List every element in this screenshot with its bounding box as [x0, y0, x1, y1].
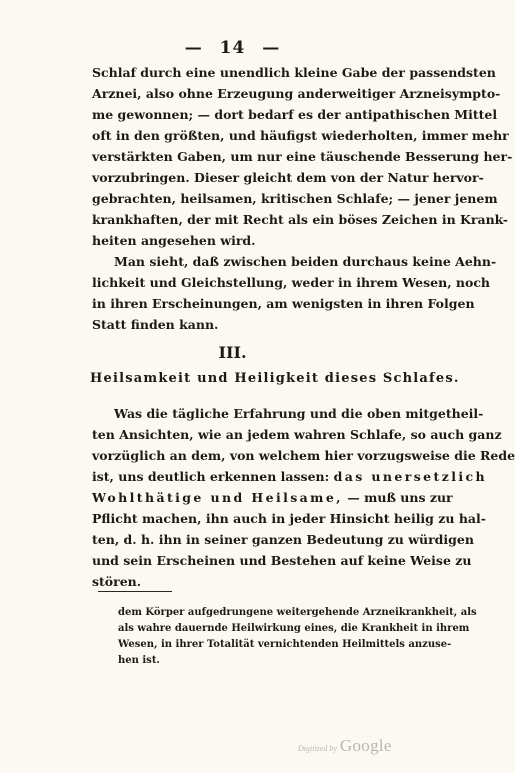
text-line: ten, d. h. ihn in seiner ganzen Bedeutung zu würdigen: [92, 532, 474, 547]
digitized-watermark: [298, 736, 392, 756]
section-title: Heilsamkeit und Heiligkeit dieses Schlafes.: [90, 371, 460, 386]
text-line: in ihren Erscheinungen, am wenigsten in ihren Folgen: [92, 296, 475, 311]
text-line: [92, 468, 487, 486]
header-dash-left: —: [184, 38, 203, 58]
text-line: me gewonnen; — dort bedarf es der antipathischen Mittel: [92, 107, 498, 122]
text-line: stören.: [92, 574, 142, 589]
watermark-prefix: Digitized by: [298, 744, 337, 753]
text-line: krankhaften, der mit Recht als ein böses Zeichen in Krank-: [92, 212, 508, 227]
section-number: III.: [218, 343, 247, 362]
google-logo: Google: [339, 736, 392, 755]
text-line: [92, 489, 453, 507]
text-line: Man sieht, daß zwischen beiden durchaus keine Aehn-: [114, 254, 497, 269]
text-line: oft in den größten, und häufigst wiederholten, immer mehr: [92, 128, 509, 143]
page-header: [0, 38, 465, 58]
footnote-line: dem Körper aufgedrungene weitergehende Arzneikrankheit, als: [118, 607, 477, 618]
text-line: Schlaf durch eine unendlich kleine Gabe der passendsten: [92, 65, 496, 80]
page-number: 14: [219, 38, 246, 58]
text-line: vorzubringen. Dieser gleicht dem von der Natur hervor-: [92, 170, 484, 185]
footnote-line: hen ist.: [118, 655, 160, 666]
text-line: und sein Erscheinen und Bestehen auf keine Weise zu: [92, 553, 472, 568]
text-line: Was die tägliche Erfahrung und die oben mitgetheil-: [114, 406, 484, 421]
emphasized-text: das unersetzlich: [333, 469, 487, 484]
text-line: Arznei, also ohne Erzeugung anderweitiger Arzneisympto-: [92, 86, 501, 101]
text-line: Statt finden kann.: [92, 317, 219, 332]
text-segment: — muß uns zur: [342, 490, 453, 505]
text-line: verstärkten Gaben, um nur eine täuschende Besserung her-: [92, 149, 513, 164]
footnote-line: Wesen, in ihrer Totalität vernichtenden Heilmittels anzuse-: [118, 639, 452, 650]
footnote-line: als wahre dauernde Heilwirkung eines, die Krankheit in ihrem: [118, 623, 470, 634]
header-dash-right: —: [262, 38, 281, 58]
text-line: heiten angesehen wird.: [92, 233, 256, 248]
text-line: ten Ansichten, wie an jedem wahren Schlafe, so auch ganz: [92, 427, 502, 442]
text-line: vorzüglich an dem, von welchem hier vorzugsweise die Rede: [92, 448, 515, 463]
text-line: lichkeit und Gleichstellung, weder in ihrem Wesen, noch: [92, 275, 491, 290]
text-line: gebrachten, heilsamen, kritischen Schlafe; — jener jenem: [92, 191, 498, 206]
footnote-rule: [98, 591, 172, 592]
text-line: Pflicht machen, ihn auch in jeder Hinsicht heilig zu hal-: [92, 511, 486, 526]
emphasized-text: Wohlthätige und Heilsame,: [92, 490, 343, 505]
text-segment: ist, uns deutlich erkennen lassen:: [92, 469, 334, 484]
